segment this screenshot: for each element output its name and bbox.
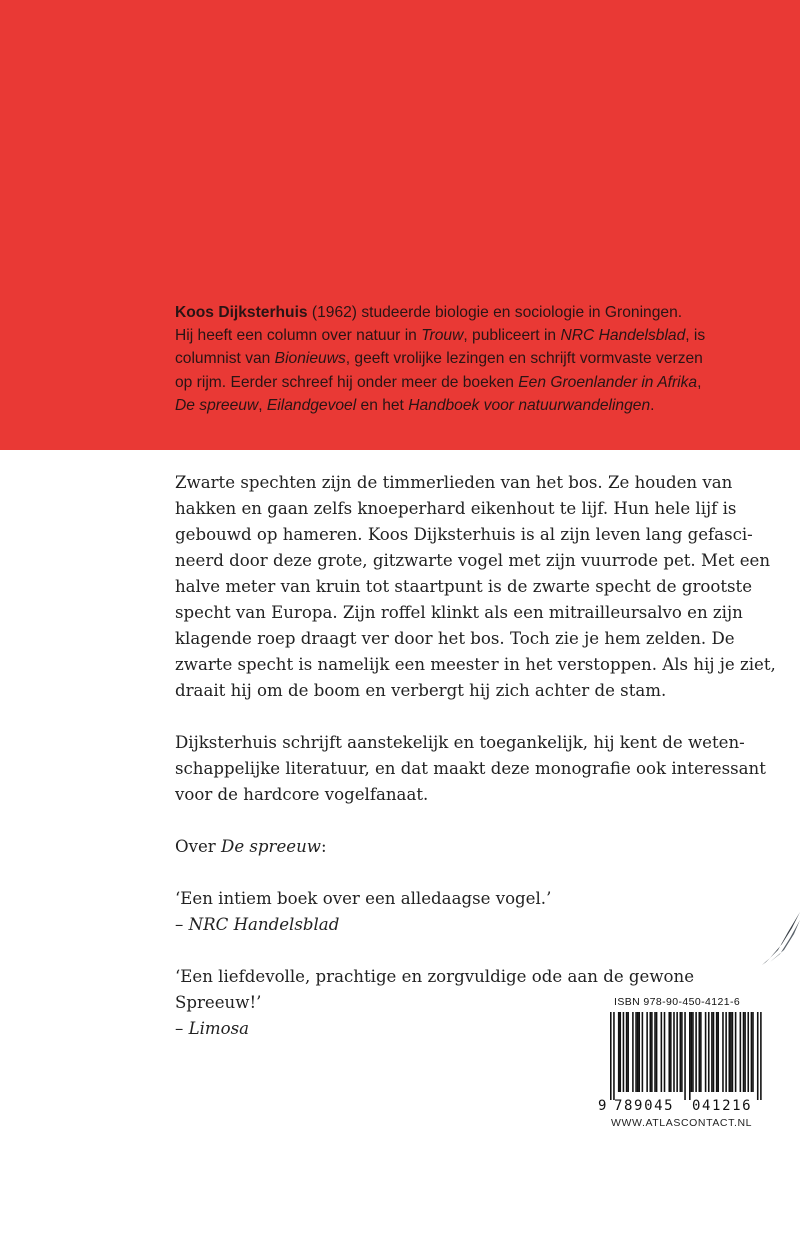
barcode-bar (656, 1012, 658, 1092)
bio-text: , is (685, 327, 706, 345)
blurb-paragraph-2 (175, 730, 775, 808)
barcode-bar (692, 1012, 694, 1092)
barcode-bar (722, 1012, 724, 1092)
bio-text: , (697, 373, 702, 391)
barcode-bar (747, 1012, 749, 1092)
barcode-bar (610, 1012, 612, 1100)
barcode-bar (760, 1012, 762, 1100)
barcode-bar (725, 1012, 727, 1092)
review-source-1 (175, 912, 775, 938)
bio-italic: Trouw (421, 327, 464, 345)
barcode-bar (646, 1012, 648, 1092)
bio-text: columnist van (175, 350, 275, 368)
bio-text: Hij heeft een column over natuur in (175, 327, 422, 345)
isbn-label: ISBN 978-90-450-4121-6 (614, 996, 741, 1008)
barcode-bar (619, 1012, 621, 1092)
blurb-line: Dijksterhuis schrijft aanstekelijk en toegankelijk, hij kent de weten- (175, 733, 745, 752)
blurb-line: zwarte specht is namelijk een meester in het verstoppen. Als hij je ziet, (175, 655, 776, 674)
barcode-bar (751, 1012, 753, 1092)
barcode-bar (744, 1012, 746, 1092)
barcode-bar (684, 1012, 686, 1100)
book-blurb (175, 470, 775, 1042)
bio-italic: Eilandgevoel (266, 396, 357, 414)
barcode-bar (632, 1012, 634, 1092)
barcode-bar (713, 1012, 715, 1092)
bio-text: , geeft vrolijke lezingen en schrijft vormvaste verzen (345, 350, 703, 368)
review-quote-2: ‘Een liefdevolle, prachtige en zorgvuldige ode aan de gewone (175, 967, 695, 986)
barcode-left-digits: 789045 (614, 1098, 675, 1114)
barcode-bar (695, 1012, 697, 1092)
barcode-bar (689, 1012, 691, 1100)
blurb-paragraph-1 (175, 470, 775, 704)
feather-icon (760, 910, 800, 970)
bio-line (175, 324, 775, 347)
blurb-line: draait hij om de boom en verbergt hij zich achter de stam. (175, 681, 667, 700)
barcode-bar (673, 1012, 675, 1092)
barcode-bar (627, 1012, 629, 1092)
source-name: NRC Handelsblad (188, 915, 340, 934)
bio-text: (1962) studeerde biologie en sociologie in Groningen. (307, 304, 683, 321)
barcode-bar (613, 1012, 615, 1100)
barcode-bar (642, 1012, 644, 1092)
isbn-barcode (596, 996, 772, 1115)
blurb-line: Zwarte spechten zijn de timmerlieden van het bos. Ze houden van (175, 473, 733, 492)
source-name: Limosa (188, 1019, 250, 1038)
review-quote-2-cont: Spreeuw!’ (175, 993, 262, 1012)
barcode-bar (717, 1012, 719, 1092)
blurb-line: gebouwd op hameren. Koos Dijksterhuis is al zijn leven lang gefasci- (175, 525, 753, 544)
barcode-bar (623, 1012, 625, 1092)
barcode-bar (668, 1012, 670, 1092)
dash: – (175, 915, 189, 934)
barcode-bar (637, 1012, 639, 1092)
bio-text: , (258, 396, 267, 414)
over-title: De spreeuw (221, 837, 322, 856)
barcode-bar (732, 1012, 734, 1092)
bio-line (175, 347, 775, 370)
barcode-bar (729, 1012, 731, 1092)
barcode-bar (730, 1012, 732, 1092)
author-bio (175, 301, 775, 417)
over-prefix: Over (175, 837, 222, 856)
over-suffix: : (321, 837, 327, 856)
barcode-bar (691, 1012, 693, 1092)
barcode-bar (676, 1012, 678, 1092)
barcode-bar (757, 1012, 759, 1100)
barcode-bar (618, 1012, 620, 1092)
author-name: Koos Dijksterhuis (175, 304, 308, 321)
bio-text: . (650, 396, 655, 414)
barcode-right-digits: 041216 (692, 1098, 753, 1114)
barcode-bar (752, 1012, 754, 1092)
bio-italic: NRC Handelsblad (560, 327, 686, 345)
barcode-bar (711, 1012, 713, 1092)
barcode-bar (664, 1012, 666, 1092)
blurb-line: specht van Europa. Zijn roffel klinkt als een mitrailleursalvo en zijn (175, 603, 743, 622)
barcode-bar (740, 1012, 742, 1092)
barcode-lead-digit: 9 (598, 1098, 607, 1114)
barcode-bar (698, 1012, 700, 1092)
barcode-bar (651, 1012, 653, 1092)
barcode-bar (650, 1012, 652, 1092)
publisher-url: WWW.ATLASCONTACT.NL (611, 1117, 753, 1129)
blurb-line: halve meter van kruin tot staartpunt is de zwarte specht de grootste (175, 577, 753, 596)
barcode-bar (626, 1012, 628, 1092)
barcode-bar (716, 1012, 718, 1092)
bio-text: , publiceert in (463, 327, 561, 345)
bio-line (175, 371, 775, 394)
barcode-bar (705, 1012, 707, 1092)
barcode-bar (700, 1012, 702, 1092)
blurb-line: hakken en gaan zelfs knoeperhard eikenhout te lijf. Hun hele lijf is (175, 499, 737, 518)
barcode-bar (735, 1012, 737, 1092)
barcode-graphic (596, 1010, 772, 1115)
barcode-bar (743, 1012, 745, 1092)
barcode-bar (661, 1012, 663, 1092)
blurb-line: voor de hardcore vogelfanaat. (175, 785, 429, 804)
blurb-line: schappelijke literatuur, en dat maakt deze monografie ook interessant (175, 759, 766, 778)
bio-italic: Een Groenlander in Afrika (518, 373, 698, 391)
bio-line (175, 394, 775, 417)
bio-line (175, 301, 775, 324)
barcode-bar (708, 1012, 710, 1092)
barcode-bar (654, 1012, 656, 1092)
bio-text: op rijm. Eerder schreef hij onder meer de boeken (175, 373, 519, 391)
barcode-bar (680, 1012, 682, 1092)
bio-italic: Bionieuws (274, 350, 346, 368)
bio-italic: Handboek voor natuurwandelingen (408, 396, 651, 414)
blurb-line: klagende roep draagt ver door het bos. Toch zie je hem zelden. De (175, 629, 735, 648)
bio-text: en het (356, 396, 409, 414)
barcode-bar (635, 1012, 637, 1092)
bio-italic: De spreeuw (175, 396, 259, 414)
barcode-bar (670, 1012, 672, 1092)
review-quote-1: ‘Een intiem boek over een alledaagse vogel.’ (175, 889, 552, 908)
dash: – (175, 1019, 189, 1038)
barcode-bar (681, 1012, 683, 1092)
blurb-line: neerd door deze grote, gitzwarte vogel met zijn vuurrode pet. Met een (175, 551, 771, 570)
over-heading (175, 834, 775, 860)
barcode-bar (638, 1012, 640, 1092)
